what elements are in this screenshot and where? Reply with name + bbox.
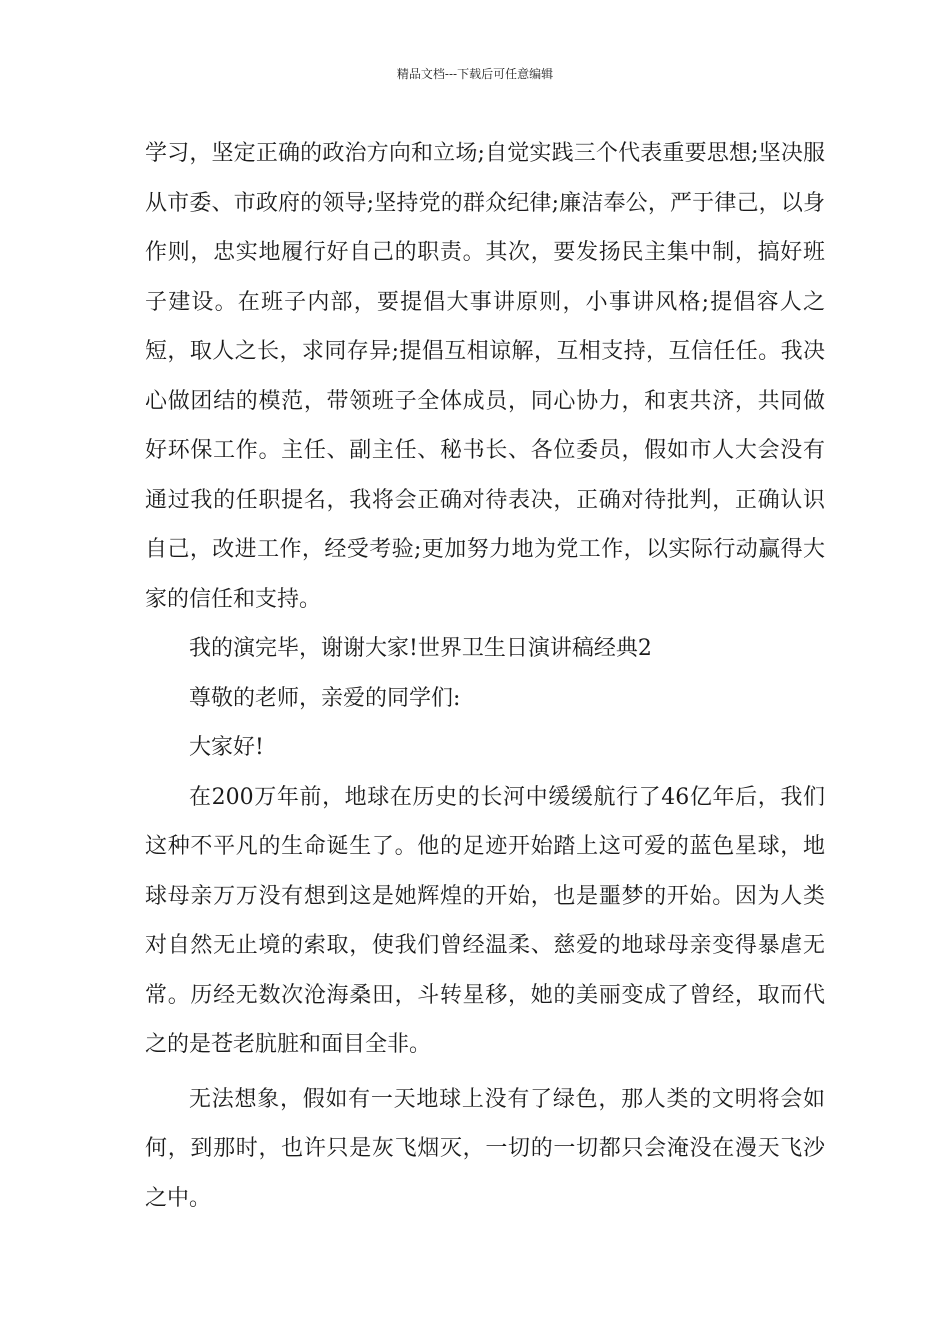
document-body [145,129,825,1223]
paragraph-3: 尊敬的老师，亲爱的同学们: [189,685,461,711]
paragraph-5: 在200万年前，地球在历史的长河中缓缓航行了46亿年后，我们这种不平凡的生命诞生了。他的足迹开始踏上这可爱的蓝色星球，地球母亲万万没有想到这是她辉煌的开始，也是噩梦的开始。因为人类对自然无止境的索取，使我们曾经温柔、慈爱的地球母亲变得暴虐无常。历经无数次沧海桑田，斗转星移，她的美丽变成了曾经，取而代之的是苍老肮脏和面目全非。 [145,784,825,1057]
paragraph-1: 学习，坚定正确的政治方向和立场;自觉实践三个代表重要思想;坚决服从市委、市政府的领导;坚持党的群众纪律;廉洁奉公，严于律己，以身作则，忠实地履行好自己的职责。其次，要发扬民主集中制，搞好班子建设。在班子内部，要提倡大事讲原则，小事讲风格;提倡容人之短，取人之长，求同存异;提倡互相谅解，互相支持，互信任任。我决心做团结的模范，带领班子全体成员，同心协力，和衷共济，共同做好环保工作。主任、副主任、秘书长、各位委员，假如市人大会没有通过我的任职提名，我将会正确对待表决，正确对待批判，正确认识自己，改进工作，经受考验;更加努力地为党工作，以实际行动赢得大家的信任和支持。 [145,141,825,612]
paragraph-2: 我的演完毕，谢谢大家!世界卫生日演讲稿经典2 [189,636,652,661]
paragraph-6: 无法想象，假如有一天地球上没有了绿色，那人类的文明将会如何，到那时，也许只是灰飞烟灭，一切的一切都只会淹没在漫天飞沙之中。 [145,1086,825,1211]
paragraph-4: 大家好! [189,735,264,760]
page-header: 精品文档---下载后可任意编辑 [396,67,554,81]
